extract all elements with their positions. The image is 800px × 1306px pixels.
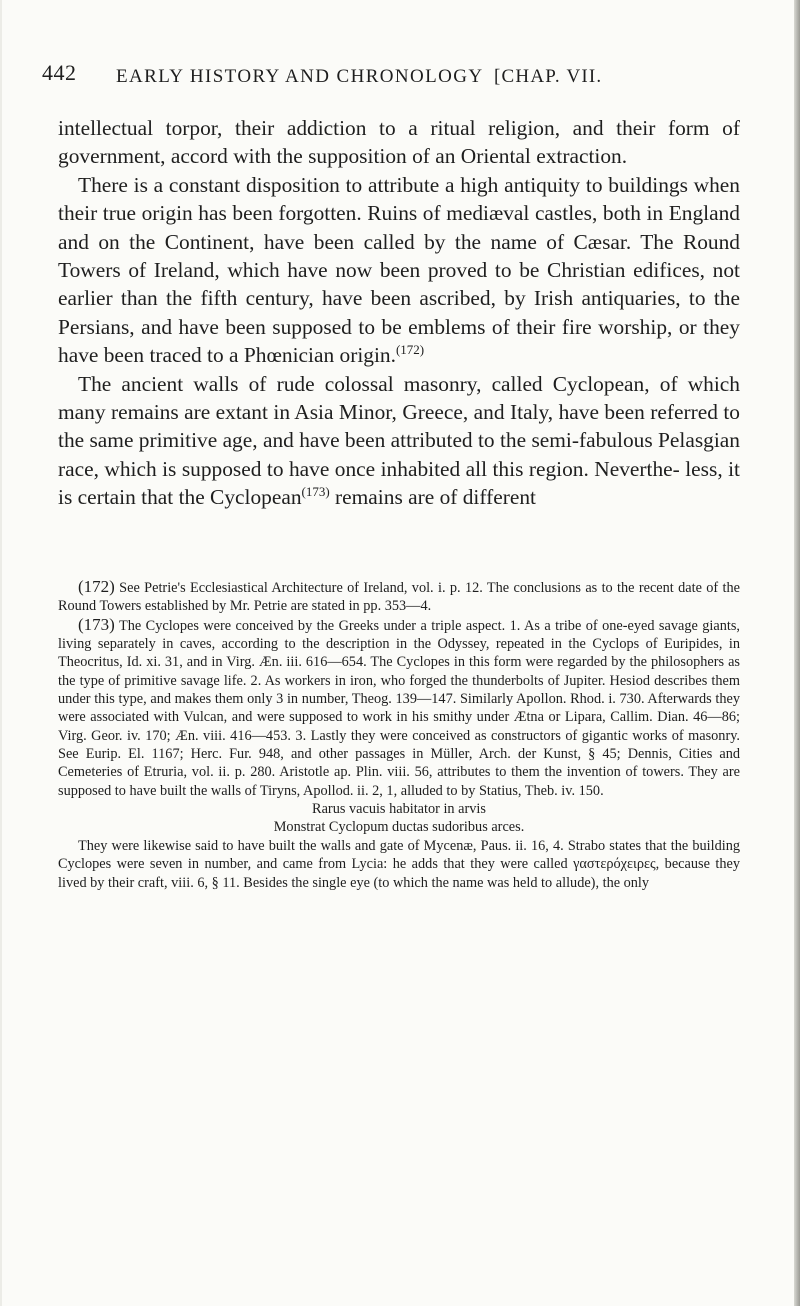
- main-text: [58, 114, 740, 512]
- footnote-172: [58, 578, 740, 616]
- footnote-173-text: The Cyclopes were conceived by the Greeks under a triple aspect. 1. As a tribe of one-eyed savage giants, living separately in caves, according to the description in the Odyssey, repeated in the Cyclops of Euripides, in Theocritus, Id. xi. 31, and in Virg. Æn. iii. 616—654. The Cyclopes in this form were regarded by the philosophers as the type of primitive savage life. 2. As workers in iron, who forged the thunderbolts of Jupiter. Hesiod describes them under this type, and makes them only 3 in number, Theog. 139—147. Similarly Apollon. Rhod. i. 730. Afterwards they were associated with Vulcan, and were supposed to work in his smithy under Ætna or Lipara, Callim. Dian. 46—86; Virg. Geor. iv. 170; Æn. viii. 416—453. 3. Lastly they were conceived as constructors of gigantic works of masonry. See Eurip. El. 1167; Herc. Fur. 948, and other passages in Müller, Arch. der Kunst, § 45; Dennis, Cities and Cemeteries of Etruria, vol. ii. p. 280. Aristotle ap. Plin. viii. 56, attributes to them the invention of towers. They are supposed to have built the walls of Tiryns, Apollod. ii. 2, 1, alluded to by Statius, Theb. iv. 150.: [58, 617, 740, 799]
- page-number: 442: [42, 60, 77, 85]
- paragraph-2: [58, 171, 740, 370]
- footnote-ref-172[interactable]: (172): [395, 342, 425, 358]
- footnote-173-continuation: They were likewise said to have built the walls and gate of Mycenæ, Paus. ii. 16, 4. Strabo states that the building Cyclopes were seven in number, and came from Lycia: he adds that they were called γαστερόχειρες, because they lived by their craft, viii. 6, § 11. Besides the single eye (to which the name was held to allude), the only: [58, 837, 740, 891]
- page-right-edge: [794, 0, 800, 1306]
- footnote-172-number: (172): [78, 577, 115, 596]
- paragraph-1: intellectual torpor, their addiction to a ritual religion, and their form of government, accord with the supposition of an Oriental extraction.: [58, 116, 740, 169]
- paragraph-3: [58, 370, 740, 512]
- chapter-label: [CHAP. VII.: [494, 66, 603, 87]
- footnote-173-number: (173): [78, 614, 115, 634]
- footnote-ref-173[interactable]: (173): [301, 484, 330, 500]
- footnotes: [58, 578, 740, 892]
- running-title: EARLY HISTORY AND CHRONOLOGY: [116, 66, 484, 87]
- footnote-172-text: See Petrie's Ecclesiastical Architecture of Ireland, vol. i. p. 12. The conclusions as to the recent date of the Round Towers established by Mr. Petrie are stated in pp. 353—4.: [58, 580, 740, 615]
- paragraph-3-text-b: remains are of different: [329, 485, 536, 510]
- page-left-edge: [0, 0, 2, 1306]
- paragraph-3-text-a: The ancient walls of rude colossal masonry, called Cyclopean, of which many remains are extant in Asia Minor, Greece, and Italy, have been referred to the same primitive age, and have been attributed to the semi-fabulous Pelasgian race, which is supposed to have once inhabited all this region. Neverthe- less, it is certain that the Cyclopean: [58, 371, 740, 510]
- footnote-173: [58, 616, 740, 800]
- verse-quote-line-2: Monstrat Cyclopum ductas sudoribus arces.: [273, 819, 525, 836]
- paragraph-2-text: There is a constant disposition to attribute a high antiquity to buildings when their true origin has been forgotten. Ruins of mediæval castles, both in England and on the Continent, have been called by the name of Cæsar. The Round Towers of Ireland, which have now been proved to be Christian edifices, not earlier than the fifth century, have been ascribed, by Irish antiquaries, to the Persians, and have been supposed to be emblems of their fire worship, or they have been traced to a Phœnician origin.: [58, 172, 740, 368]
- verse-quote-line-1: Rarus vacuis habitator in arvis: [312, 801, 486, 818]
